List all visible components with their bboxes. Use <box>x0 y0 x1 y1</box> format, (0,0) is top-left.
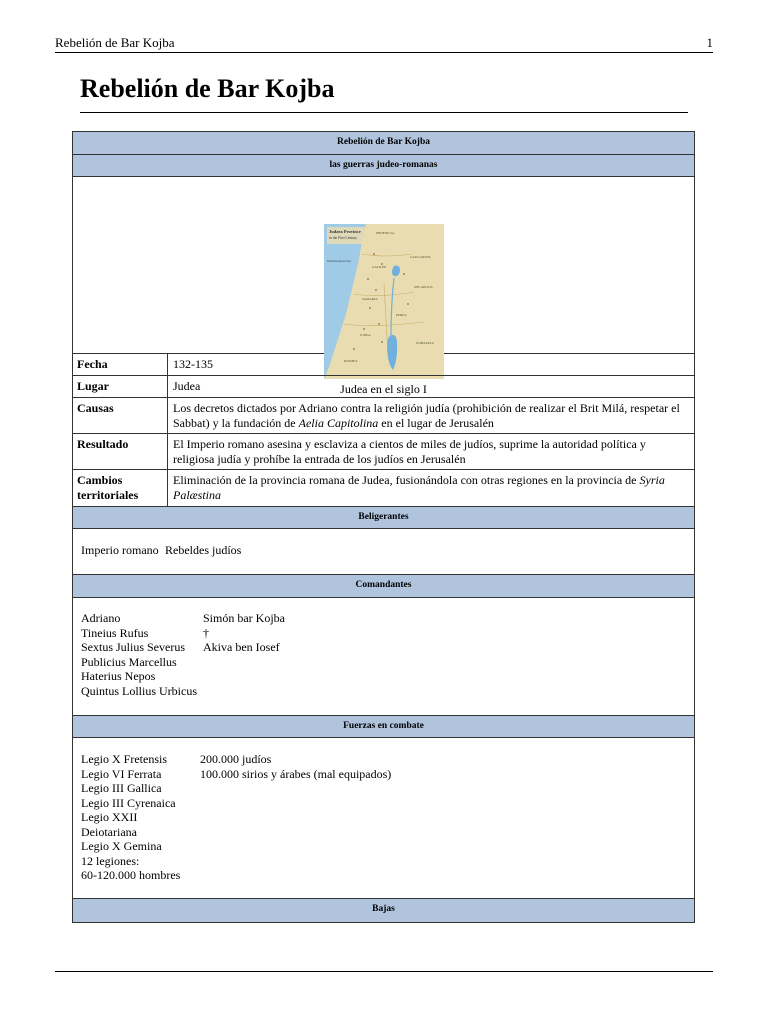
row-value: Judea <box>173 379 201 393</box>
row-value: El Imperio romano asesina y esclaviza a cientos de miles de judíos, suprime la autoridad política y religiosa judía y prohíbe la entrada de los judíos en Jerusalén <box>173 437 646 466</box>
force-item: Deiotariana <box>81 824 137 839</box>
value-italic-text: Syria Palæstina <box>173 473 665 502</box>
commander-name: Tineius Rufus <box>81 625 149 640</box>
map-region-label: NABATAEA <box>416 341 434 345</box>
running-header-title: Rebelión de Bar Kojba <box>55 35 175 50</box>
footer-rule <box>55 971 713 972</box>
page-number: 1 <box>706 35 713 50</box>
infobox-row-fecha <box>73 354 694 376</box>
commanders-side-a <box>81 611 197 698</box>
force-item: 60-120.000 hombres <box>81 868 181 882</box>
force-item: Legio X Fretensis <box>81 752 167 766</box>
value-italic-text: Aelia Capitolina <box>298 416 379 430</box>
force-item: Legio X Gemina <box>81 839 162 853</box>
value-text: en el lugar de Jerusalén <box>378 416 494 430</box>
force-item: Legio III Gallica <box>81 781 162 795</box>
belligerents-row <box>73 529 694 575</box>
row-label: Cambios territoriales <box>73 470 168 506</box>
infobox-row-lugar <box>73 376 694 398</box>
infobox-row-resultado <box>73 434 694 470</box>
map-region-label: DECAPOLIS <box>414 285 433 289</box>
commanders-row <box>73 598 694 716</box>
section-heading-bajas: Bajas <box>73 899 694 922</box>
image-caption: Judea en el siglo I <box>340 382 427 396</box>
map-sea-label: Mediterranean Sea <box>327 259 351 263</box>
force-item: 100.000 sirios y árabes (mal equipados) <box>200 766 392 781</box>
row-label: Fecha <box>73 354 168 375</box>
commander-name: Akiva ben Iosef <box>203 640 280 654</box>
page-title: Rebelión de Bar Kojba <box>80 74 688 113</box>
commanders-side-b <box>203 611 285 655</box>
map-region-label: PHOENICIA <box>376 231 395 235</box>
row-value <box>169 470 694 506</box>
row-value: 132-135 <box>173 357 213 371</box>
infobox-title: Rebelión de Bar Kojba <box>73 132 694 155</box>
row-label: Lugar <box>73 376 168 397</box>
infobox-subtitle: las guerras judeo-romanas <box>73 155 694 177</box>
map-region-label: PEREA <box>396 313 407 317</box>
infobox <box>72 131 695 923</box>
value-text: Los decretos dictados por Adriano contra la religión judía (prohibición de realizar el Brit Milá, respetar el Sabbat) y la fundación de <box>173 401 680 430</box>
force-item: Legio XXII <box>81 810 138 824</box>
belligerent-a <box>81 543 159 558</box>
infobox-row-causas <box>73 398 694 434</box>
section-heading-fuerzas: Fuerzas en combate <box>73 716 694 738</box>
map-region-label: GALILEE <box>372 265 387 269</box>
running-header <box>55 35 713 53</box>
belligerent-name: Imperio romano <box>81 543 159 557</box>
commander-name: Haterius Nepos <box>81 669 156 683</box>
map-region-label: JUDEA <box>360 333 371 337</box>
forces-side-b <box>200 752 391 781</box>
force-item: Legio III Cyrenaica <box>81 795 176 810</box>
dagger-mark: † <box>203 625 209 640</box>
row-label: Causas <box>73 398 168 433</box>
infobox-row-cambios-territoriales <box>73 470 694 507</box>
force-item: 12 legiones: <box>81 853 140 868</box>
belligerent-b <box>165 543 241 558</box>
value-text: Eliminación de la provincia romana de Judea, fusionándola con otras regiones en la provincia de <box>173 473 640 487</box>
section-heading-comandantes: Comandantes <box>73 575 694 598</box>
map-region-label: IDUMEA <box>344 359 358 363</box>
commander-name: Adriano <box>81 611 121 625</box>
commander-name: Simón bar Kojba <box>203 611 285 625</box>
row-label: Resultado <box>73 434 168 469</box>
forces-row <box>73 738 694 899</box>
force-item: 200.000 judíos <box>200 752 272 766</box>
belligerent-name: Rebeldes judíos <box>165 543 242 557</box>
commander-name: Sextus Julius Severus <box>81 640 186 654</box>
map-title: Judaea Province <box>329 229 361 234</box>
section-heading-beligerantes: Beligerantes <box>73 507 694 529</box>
forces-side-a <box>81 752 180 883</box>
map-region-label: SAMARIA <box>362 297 378 301</box>
commander-name: Publicius Marcellus <box>81 654 177 669</box>
row-value <box>169 398 694 433</box>
map-region-label: GAULANITIS <box>410 255 431 259</box>
map-subtitle: in the First Century <box>329 236 358 240</box>
force-item: Legio VI Ferrata <box>81 766 162 781</box>
commander-name: Quintus Lollius Urbicus <box>81 683 197 698</box>
